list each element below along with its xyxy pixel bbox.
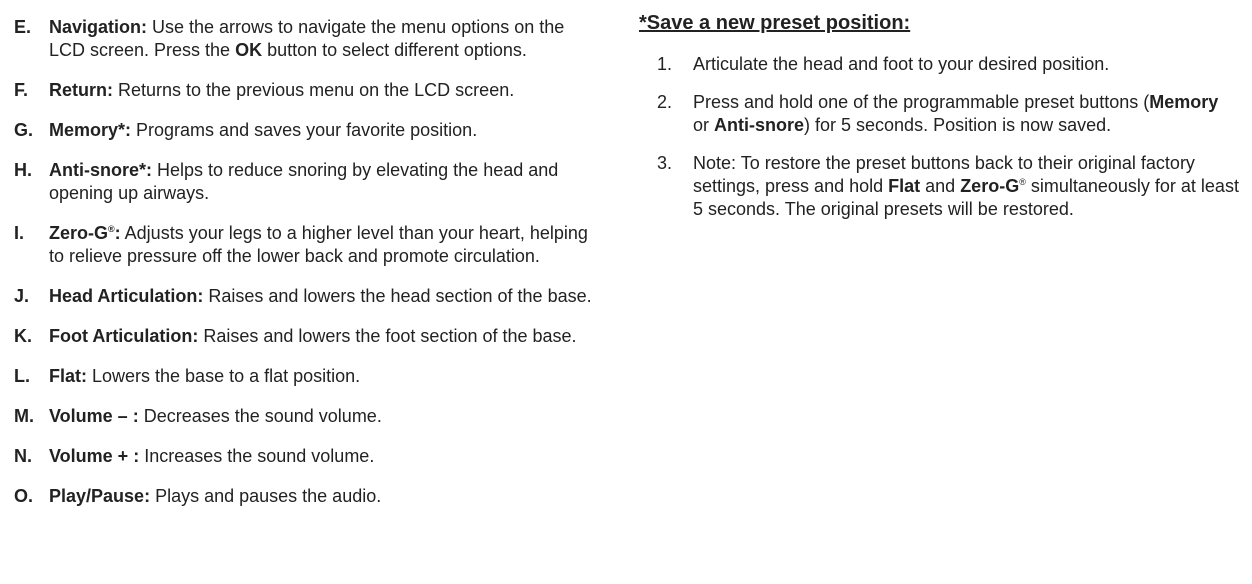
- item-label: Navigation:: [49, 17, 148, 37]
- item-label: Head Articulation:: [49, 286, 204, 306]
- item-letter: M.: [14, 406, 34, 426]
- step-text-bold: Memory: [1149, 92, 1219, 112]
- preset-step-2: [639, 91, 1239, 137]
- item-label-colon: :: [114, 223, 121, 243]
- item-label: Volume + :: [49, 446, 140, 466]
- list-item-flat: [14, 365, 604, 388]
- step-text: Articulate the head and foot to your desired position.: [693, 54, 1110, 74]
- registered-mark: ®: [1019, 177, 1026, 187]
- list-item-foot-articulation: [14, 325, 604, 348]
- step-number: 1.: [657, 54, 673, 74]
- item-label: Memory*:: [49, 120, 132, 140]
- item-letter: F.: [14, 80, 29, 100]
- item-text: Use the arrows to navigate the menu options on the LCD screen. Press the: [49, 17, 565, 60]
- step-text-bold: Flat: [888, 176, 921, 196]
- item-text: Raises and lowers the head section of the base.: [203, 286, 592, 306]
- list-item-return: [14, 79, 604, 102]
- item-text: Adjusts your legs to a higher level than your heart, helping to relieve pressure off the lower back and promote circulation.: [49, 223, 588, 266]
- item-label: Zero-G: [49, 223, 109, 243]
- item-label: Return:: [49, 80, 113, 100]
- list-item-navigation: [14, 16, 604, 62]
- item-letter: I.: [14, 223, 25, 243]
- item-label: Volume – :: [49, 406, 139, 426]
- step-text: Press and hold one of the programmable preset buttons (: [693, 92, 1150, 112]
- step-text: ) for 5 seconds. Position is now saved.: [804, 115, 1112, 135]
- list-item-zero-g: [14, 222, 604, 268]
- list-item-anti-snore: [14, 159, 604, 205]
- step-text: Note: To restore the preset buttons back to their original factory settings, press and hold: [693, 153, 1195, 196]
- list-item-head-articulation: [14, 285, 604, 308]
- button-descriptions-list: [14, 16, 604, 525]
- list-item-play-pause: [14, 485, 604, 508]
- step-number: 2.: [657, 92, 673, 112]
- list-item-volume-down: [14, 405, 604, 428]
- preset-steps-list: [639, 53, 1239, 221]
- preset-heading: *Save a new preset position:: [639, 12, 911, 34]
- preset-instructions: [639, 10, 1239, 236]
- step-number: 3.: [657, 153, 673, 173]
- item-text: Lowers the base to a flat position.: [87, 366, 361, 386]
- step-text: and: [920, 176, 961, 196]
- preset-step-3: [639, 152, 1239, 221]
- item-label: Flat:: [49, 366, 87, 386]
- item-text: button to select different options.: [262, 40, 527, 60]
- preset-step-1: [639, 53, 1239, 76]
- item-letter: E.: [14, 17, 32, 37]
- step-text: or: [693, 115, 715, 135]
- step-text-bold: Zero-G: [960, 176, 1020, 196]
- item-text: Helps to reduce snoring by elevating the head and opening up airways.: [49, 160, 559, 203]
- item-text: Returns to the previous menu on the LCD screen.: [113, 80, 515, 100]
- list-item-volume-up: [14, 445, 604, 468]
- registered-mark: ®: [108, 224, 115, 234]
- item-text: Decreases the sound volume.: [138, 406, 382, 426]
- item-letter: K.: [14, 326, 32, 346]
- item-text: Increases the sound volume.: [139, 446, 375, 466]
- item-text-bold: OK: [235, 40, 263, 60]
- step-text-bold: Anti-snore: [714, 115, 805, 135]
- item-letter: G.: [14, 120, 34, 140]
- item-letter: H.: [14, 160, 32, 180]
- item-letter: N.: [14, 446, 32, 466]
- item-label: Foot Articulation:: [49, 326, 199, 346]
- item-letter: J.: [14, 286, 30, 306]
- list-item-memory: [14, 119, 604, 142]
- item-text: Programs and saves your favorite position.: [131, 120, 478, 140]
- item-label: Anti-snore*:: [49, 160, 152, 180]
- item-letter: L.: [14, 366, 30, 386]
- item-text: Plays and pauses the audio.: [150, 486, 382, 506]
- item-label: Play/Pause:: [49, 486, 151, 506]
- step-text: simultaneously for at least 5 seconds. The original presets will be restored.: [693, 176, 1239, 219]
- item-text: Raises and lowers the foot section of the base.: [198, 326, 577, 346]
- item-letter: O.: [14, 486, 34, 506]
